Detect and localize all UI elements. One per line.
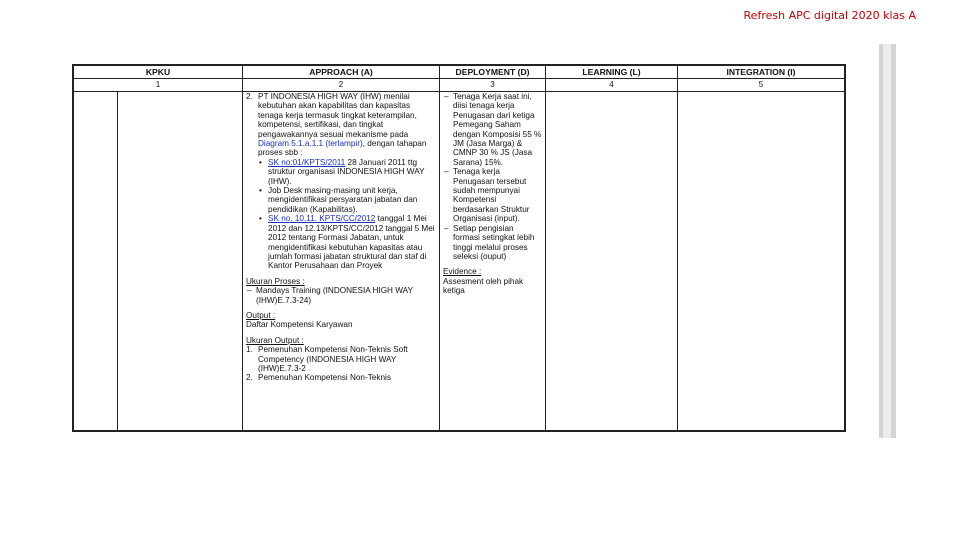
- evidence-title: Evidence :: [443, 267, 482, 277]
- number-cell: 1: [74, 79, 243, 92]
- output-section: [246, 311, 436, 330]
- intro-tail: , dengan tahapan proses sbb :: [258, 139, 427, 158]
- vertical-scrollbar[interactable]: [879, 44, 896, 438]
- item-number: 2.: [246, 92, 253, 101]
- list-item: [268, 214, 436, 270]
- kpku-cell: [118, 92, 243, 431]
- list-item: [246, 373, 436, 382]
- evidence-section: [443, 267, 542, 295]
- ukuran-proses-section: [246, 277, 436, 305]
- content-row: [74, 92, 845, 431]
- document-page: [72, 64, 846, 432]
- scrollbar-track[interactable]: [883, 44, 891, 438]
- list-item: [246, 345, 436, 373]
- number-cell: 3: [440, 79, 546, 92]
- list-item: – Setiap pengisian formasi setingkat lebih tinggi melalui proses seleksi (ouput): [453, 224, 542, 262]
- ukuran-output-section: [246, 336, 436, 383]
- ukuran-proses-list: [246, 286, 436, 305]
- header-kpku: KPKU: [74, 66, 243, 79]
- ukuran-output-title: Ukuran Output :: [246, 335, 304, 345]
- list-item: – Tenaga Kerja saat ini, diisi tenaga kerja Penugasan dari ketiga Pemegang Saham dengan Komposisi 55 % JM (Jasa Marga) & CMNP 30 % JS (Jasa Sarana) 15%.: [453, 92, 542, 167]
- header-row: [74, 66, 845, 79]
- number-cell: 2: [243, 79, 440, 92]
- list-item-text: Job Desk masing-masing unit kerja, mengidentifikasi persyaratan jabatan dan pendidikan (Kapabilitas).: [268, 186, 418, 214]
- slide-title: Refresh APC digital 2020 klas A: [743, 9, 916, 22]
- ukuran-proses-title: Ukuran Proses :: [246, 276, 305, 286]
- item-number: 2.: [246, 373, 253, 383]
- kpku-table: [73, 65, 845, 431]
- deployment-cell: [440, 92, 546, 431]
- deployment-list: [443, 92, 542, 261]
- diagram-reference: Diagram 5.1.a.1.1 (terlampir): [258, 139, 363, 149]
- output-title: Output :: [246, 310, 276, 320]
- number-cell: 5: [678, 79, 845, 92]
- approach-cell: [243, 92, 440, 431]
- learning-cell: [546, 92, 678, 431]
- sk-link[interactable]: SK no. 10.11. KPTS/CC/2012: [268, 214, 376, 224]
- output-text: Daftar Kompetensi Karyawan: [246, 320, 353, 330]
- integration-cell: [678, 92, 845, 431]
- sk-link[interactable]: SK no:01/KPTS/2011: [268, 157, 346, 167]
- approach-bullets: [246, 158, 436, 271]
- header-deployment: DEPLOYMENT (D): [440, 66, 546, 79]
- list-item-text: tanggal 1 Mei 2012 dan 12.13/KPTS/CC/2012 tanggal 5 Mei 2012 tentang Formasi Jabatan, untuk mengidentifikasi kebutuhan kapasitas atau jumlah formasi jabatan struktural dan staf di Kantor Perusahaan dan Proyek: [268, 214, 435, 271]
- list-item-text: 28 Januari 2011 ttg struktur organisasi INDONESIA HIGH WAY (IHW).: [268, 157, 425, 186]
- list-item-text: Pemenuhan Kompetensi Non-Teknis: [258, 373, 391, 383]
- number-row: [74, 79, 845, 92]
- intro-text: PT INDONESIA HIGH WAY (IHW) menilai kebutuhan akan kapabilitas dan kapasitas tenaga kerja termasuk tingkat keterampilan, kompetensi, sertifikasi, dan tingkat pengawakannya sesuai mekanisme pada: [258, 92, 417, 139]
- approach-intro: [246, 92, 436, 158]
- number-cell: 4: [546, 79, 678, 92]
- header-approach: APPROACH (A): [243, 66, 440, 79]
- list-item: – Tenaga kerja Penugasan tersebut sudah mempunyai Kompetensi berdasarkan Struktur Organisasi (input).: [453, 167, 542, 223]
- approach-intro-text: [258, 92, 436, 158]
- empty-cell: [74, 92, 118, 431]
- list-item: [268, 158, 436, 186]
- list-item: [268, 186, 436, 214]
- header-integration: INTEGRATION (I): [678, 66, 845, 79]
- item-number: 1.: [246, 345, 253, 355]
- header-learning: LEARNING (L): [546, 66, 678, 79]
- list-item: – Mandays Training (INDONESIA HIGH WAY (IHW)E.7.3-24): [256, 286, 436, 305]
- evidence-text: Assesment oleh pihak ketiga: [443, 276, 524, 296]
- list-item-text: Pemenuhan Kompetensi Non-Teknis Soft Competency (INDONESIA HIGH WAY (IHW)E.7.3-2: [258, 345, 408, 373]
